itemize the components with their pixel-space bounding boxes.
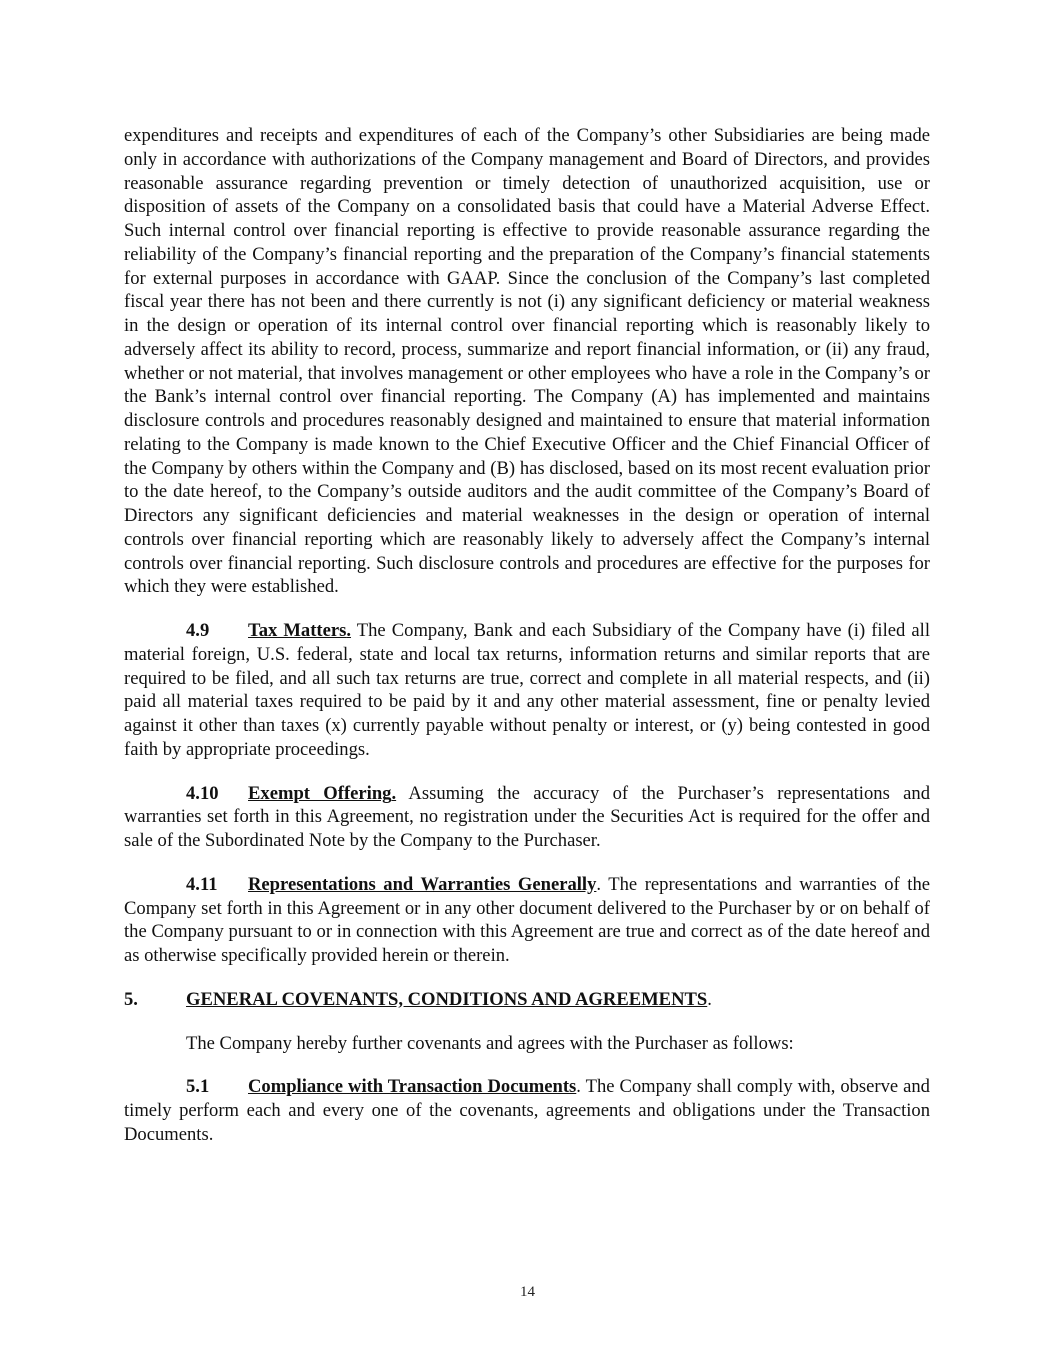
article-number: 5. xyxy=(124,988,138,1010)
section-5-1 xyxy=(124,1075,930,1146)
section-body: . The Company shall comply with, observe and timely perform each and every one of the covenants, agreements and obligations under the Transaction Documents. xyxy=(124,1076,930,1145)
section-heading: Exempt Offering. xyxy=(248,782,397,804)
article-5-intro: The Company hereby further covenants and agrees with the Purchaser as follows: xyxy=(186,1032,794,1054)
section-body: Assuming the accuracy of the Purchaser’s representations and warranties set forth in this Agreement, no registration under the Securities Act is required for the offer and sale of the Subordinated Note by the Company to the Purchaser. xyxy=(124,782,930,851)
page-number: 14 xyxy=(520,1284,535,1300)
section-4-11 xyxy=(124,873,930,968)
section-heading: Tax Matters. xyxy=(248,620,352,641)
section-body: . The representations and warranties of the Company set forth in this Agreement or in any other document delivered to the Purchaser by or on behalf of the Company pursuant to or in connection with this Agreement are true and correct as of the date hereof and as otherwise specifically provided herein or therein. xyxy=(124,873,931,966)
section-4-10 xyxy=(124,782,930,853)
article-5-heading: 5. GENERAL COVENANTS, CONDITIONS AND AGREEMENTS. xyxy=(124,988,712,1010)
section-heading: Compliance with Transaction Documents xyxy=(248,1076,577,1098)
document-page xyxy=(124,124,930,1147)
section-heading: Representations and Warranties Generally xyxy=(248,873,597,895)
section-number: 4.11 xyxy=(186,873,218,895)
continuation-paragraph: expenditures and receipts and expenditures of each of the Company’s other Subsidiaries are being made only in accordance with authorizations of the Company management and Board of Directors, and provides reasonable assurance regarding prevention or timely detection of unauthorized acquisition, use or disposition of assets of the Company on a consolidated basis that could have a Material Adverse Effect. Such internal control over financial reporting is effective to provide reasonable assurance regarding the reliability of the Company’s financial reporting and the preparation of the Company’s financial statements for external purposes in accordance with GAAP. Since the conclusion of the Company’s last completed fiscal year there has not been and there currently is not (i) any significant deficiency or material weakness in the design or operation of its internal control over financial reporting which is reasonably likely to adversely affect its ability to record, process, summarize and report financial information, or (ii) any fraud, whether or not material, that involves management or other employees who have a role in the Company’s or the Bank’s internal control over financial reporting. The Company (A) has implemented and maintains disclosure controls and procedures reasonably designed and maintained to ensure that material information relating to the Company is made known to the Chief Executive Officer and the Chief Financial Officer of the Company by others within the Company and (B) has disclosed, based on its most recent evaluation prior to the date hereof, to the Company’s outside auditors and the audit committee of the Company’s Board of Directors any significant deficiencies and material weaknesses in the design or operation of internal controls over financial reporting which are reasonably likely to adversely affect the Company’s internal controls over financial reporting. Such disclosure controls and procedures are effective for the purposes for which they were established. xyxy=(124,125,930,598)
section-number: 4.9 xyxy=(186,620,210,641)
section-body: The Company, Bank and each Subsidiary of the Company have (i) filed all material foreign, U.S. federal, state and local tax returns, information returns and similar reports that are required to be filed, and all such tax returns are true, correct and complete in all material respects, and (ii) paid all material taxes required to be paid by it and any other material assessment, fine or penalty levied against it other than taxes (x) currently payable without penalty or interest, or (y) being contested in good faith by appropriate proceedings. xyxy=(124,620,930,760)
article-title: GENERAL COVENANTS, CONDITIONS AND AGREEMENTS xyxy=(186,988,708,1010)
section-number: 5.1 xyxy=(186,1076,210,1098)
section-4-9 xyxy=(124,619,930,762)
section-number: 4.10 xyxy=(186,782,219,804)
